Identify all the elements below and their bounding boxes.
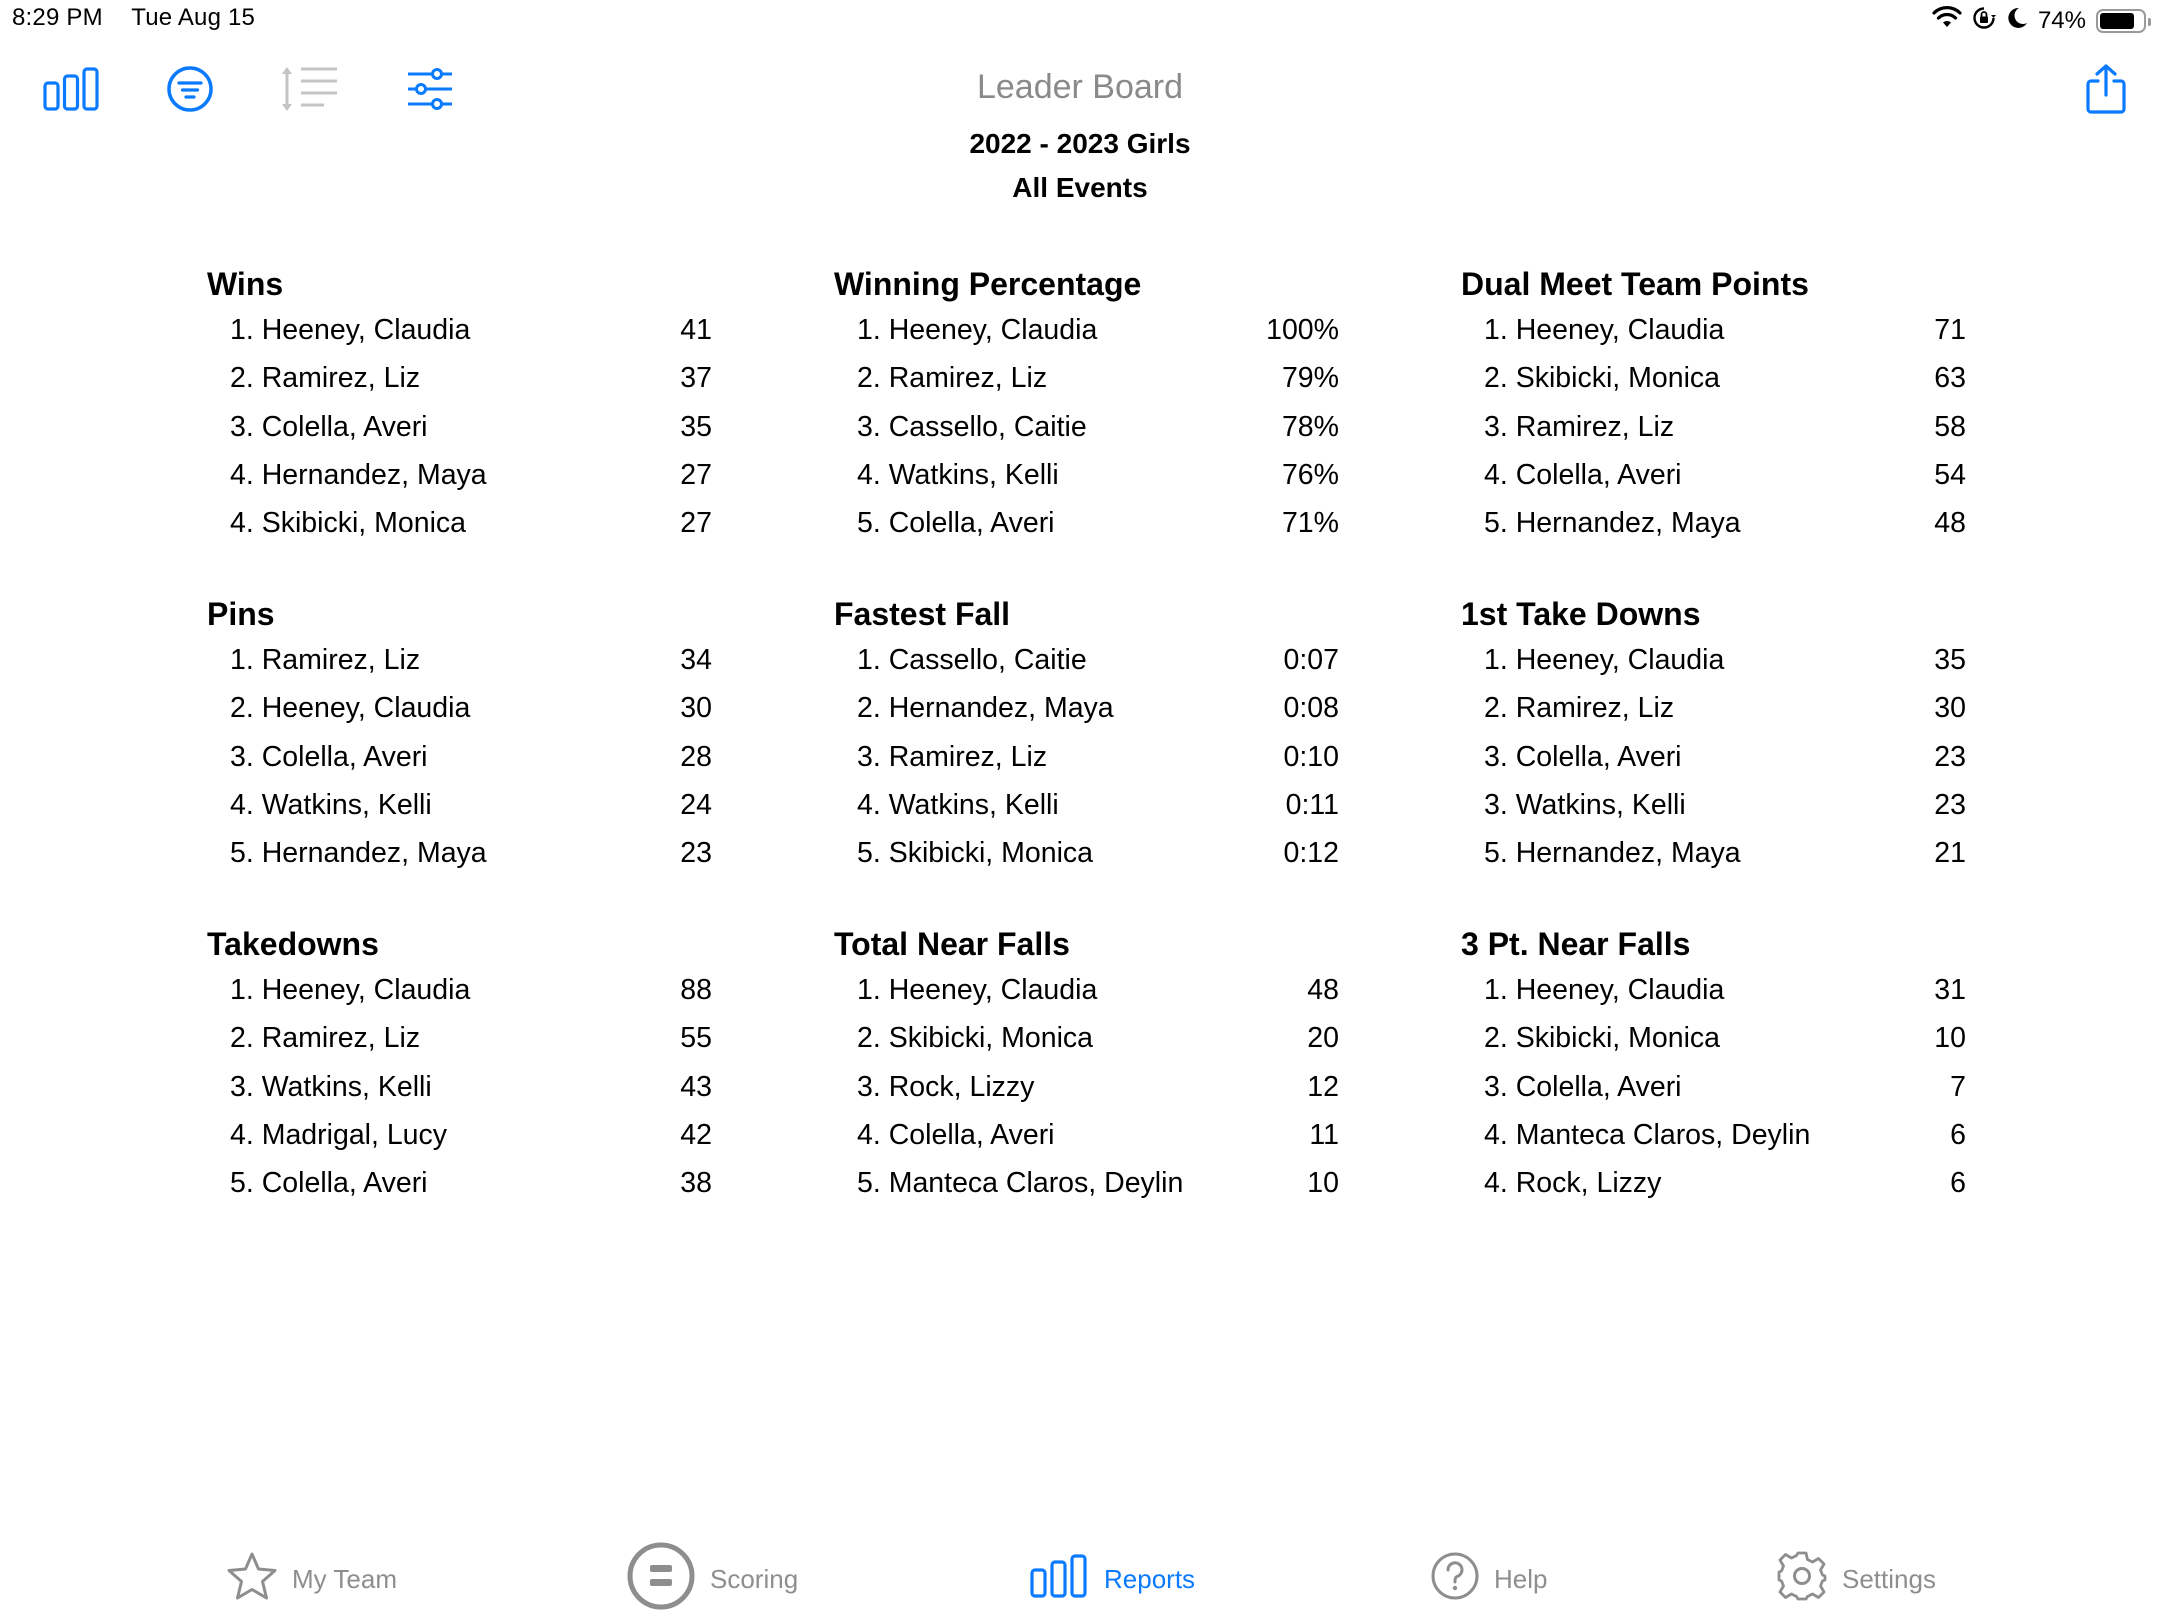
athlete-name: Hernandez, Maya [261,458,487,491]
section-pins [207,592,727,877]
stat-value: 27 [680,458,712,491]
tab-my-team[interactable] [226,1544,397,1614]
athlete-name: Cassello, Caitie [888,410,1087,443]
stat-value: 54 [1934,458,1966,491]
section-title: Dual Meet Team Points [1461,266,1809,302]
stat-value: 38 [680,1167,712,1200]
leader-row: 3. Cassello, Caitie 78% [834,403,1354,451]
stat-value: 23 [680,837,712,870]
section-title: Wins [207,266,284,302]
moon-icon [2006,6,2028,37]
status-date: Tue Aug 15 [131,4,256,31]
section-title: Winning Percentage [834,266,1142,302]
section-1st-take-downs [1461,592,1981,877]
leader-row: 1. Heeney, Claudia 100% [834,306,1354,354]
athlete-name: Colella, Averi [888,507,1055,540]
athlete-name: Manteca Claros, Deylin [1515,1118,1811,1151]
section-winning-percentage [834,262,1354,547]
tab-label: Settings [1842,1563,1936,1594]
athlete-name: Watkins, Kelli [261,788,432,821]
stat-value: 10 [1307,1167,1339,1200]
leader-row: 1. Heeney, Claudia 31 [1461,966,1981,1014]
athlete-name: Madrigal, Lucy [261,1118,448,1151]
stat-value: 35 [1934,644,1966,676]
leader-row: 4. Watkins, Kelli 76% [834,451,1354,499]
leader-row: 2. Ramirez, Liz 37 [207,354,727,402]
stat-value: 0:12 [1283,837,1339,870]
athlete-name: Cassello, Caitie [888,644,1087,676]
leader-row: 4. Rock, Lizzy 6 [1461,1159,1981,1207]
stat-value: 43 [680,1070,712,1103]
athlete-name: Skibicki, Monica [888,837,1094,870]
stat-value: 30 [680,692,712,725]
battery-percent: 74% [2037,7,2086,34]
leader-row: 5. Manteca Claros, Deylin 10 [834,1159,1354,1207]
orientation-lock-icon [1972,6,1996,37]
athlete-name: Skibicki, Monica [1515,1022,1721,1055]
athlete-name: Watkins, Kelli [888,788,1059,821]
stat-value: 88 [680,974,712,1006]
stat-value: 21 [1934,837,1966,870]
status-bar-right [1932,4,2146,38]
leader-row: 1. Heeney, Claudia 35 [1461,636,1981,684]
leader-row: 4. Colella, Averi 11 [834,1111,1354,1159]
tab-label: Reports [1104,1563,1196,1594]
athlete-name: Ramirez, Liz [888,362,1048,395]
stat-value: 100% [1266,314,1339,346]
leader-row: 2. Hernandez, Maya 0:08 [834,684,1354,732]
stat-value: 71 [1934,314,1966,346]
athlete-name: Hernandez, Maya [1515,507,1741,540]
bar-chart-icon [1030,1554,1090,1605]
section-3pt-near-falls [1461,922,1981,1207]
leader-row: 4. Watkins, Kelli 0:11 [834,781,1354,829]
athlete-name: Hernandez, Maya [261,837,487,870]
section-title: 3 Pt. Near Falls [1461,926,1691,962]
athlete-name: Skibicki, Monica [888,1022,1094,1055]
athlete-name: Watkins, Kelli [888,458,1059,491]
status-time: 8:29 PM [12,4,103,31]
stat-value: 48 [1307,974,1339,1006]
stat-value: 78% [1281,410,1339,443]
athlete-name: Ramirez, Liz [261,1022,421,1055]
leader-row: 2. Ramirez, Liz 55 [207,1014,727,1062]
question-circle-icon [1430,1551,1480,1608]
stat-value: 37 [680,362,712,395]
stat-value: 76% [1281,458,1339,491]
section-total-near-falls [834,922,1354,1207]
leader-row: 4. Watkins, Kelli 24 [207,781,727,829]
athlete-name: Ramirez, Liz [1515,692,1675,725]
leader-row: 1. Ramirez, Liz 34 [207,636,727,684]
section-dual-meet-team-points [1461,262,1981,547]
leader-row: 4. Skibicki, Monica 27 [207,499,727,547]
athlete-name: Heeney, Claudia [888,974,1098,1006]
stat-value: 48 [1934,507,1966,540]
athlete-name: Ramirez, Liz [1515,410,1675,443]
leader-row: 3. Ramirez, Liz 58 [1461,403,1981,451]
athlete-name: Heeney, Claudia [261,692,471,725]
athlete-name: Heeney, Claudia [261,314,471,346]
athlete-name: Heeney, Claudia [1515,974,1725,1006]
battery-icon [2096,9,2146,33]
wifi-icon [1932,6,1962,37]
tab-label: Scoring [710,1563,799,1594]
athlete-name: Rock, Lizzy [888,1070,1035,1103]
stat-value: 23 [1934,740,1966,773]
tab-settings[interactable] [1776,1544,1936,1614]
leader-row: 2. Ramirez, Liz 79% [834,354,1354,402]
section-title: Pins [207,596,275,632]
stat-value: 42 [680,1118,712,1151]
star-icon [226,1551,278,1608]
event-scope-label: All Events [1012,172,1148,203]
leader-row: 5. Hernandez, Maya 23 [207,829,727,877]
athlete-name: Heeney, Claudia [261,974,471,1006]
leader-row: 1. Heeney, Claudia 41 [207,306,727,354]
leader-row: 1. Cassello, Caitie 0:07 [834,636,1354,684]
athlete-name: Heeney, Claudia [1515,644,1725,676]
stat-value: 6 [1950,1118,1966,1151]
stat-value: 35 [680,410,712,443]
stat-value: 0:07 [1283,644,1339,676]
leader-row: 3. Colella, Averi 23 [1461,733,1981,781]
tab-reports[interactable] [1030,1544,1195,1614]
leader-row: 5. Skibicki, Monica 0:12 [834,829,1354,877]
section-fastest-fall [834,592,1354,877]
leader-row: 5. Colella, Averi 38 [207,1159,727,1207]
athlete-name: Colella, Averi [261,1167,428,1200]
leader-row: 2. Ramirez, Liz 30 [1461,684,1981,732]
leader-row: 4. Colella, Averi 54 [1461,451,1981,499]
section-title: Fastest Fall [834,596,1011,632]
leader-row: 4. Madrigal, Lucy 42 [207,1111,727,1159]
athlete-name: Manteca Claros, Deylin [888,1167,1184,1200]
athlete-name: Colella, Averi [1515,740,1682,773]
leader-row: 3. Watkins, Kelli 43 [207,1063,727,1111]
tab-label: My Team [292,1563,397,1594]
leader-row: 5. Hernandez, Maya 21 [1461,829,1981,877]
athlete-name: Colella, Averi [261,410,428,443]
athlete-name: Rock, Lizzy [1515,1167,1662,1200]
stat-value: 0:08 [1283,692,1339,725]
leader-row: 4. Hernandez, Maya 27 [207,451,727,499]
leader-row: 4. Manteca Claros, Deylin 6 [1461,1111,1981,1159]
leader-row: 3. Colella, Averi 28 [207,733,727,781]
stat-value: 12 [1307,1070,1339,1103]
page-title: Leader Board [976,68,1184,106]
stat-value: 27 [680,507,712,540]
status-bar-left [12,4,277,32]
tab-help[interactable] [1430,1544,1547,1614]
section-wins [207,262,727,547]
gear-icon [1776,1550,1828,1609]
stat-value: 7 [1950,1070,1966,1103]
season-label: 2022 - 2023 Girls [969,128,1191,159]
athlete-name: Colella, Averi [1515,458,1682,491]
athlete-name: Colella, Averi [1515,1070,1682,1103]
leader-row: 2. Heeney, Claudia 30 [207,684,727,732]
stat-value: 34 [680,644,712,676]
leader-row: 1. Heeney, Claudia 71 [1461,306,1981,354]
athlete-name: Hernandez, Maya [1515,837,1741,870]
athlete-name: Heeney, Claudia [888,314,1098,346]
stat-value: 28 [680,740,712,773]
leader-row: 3. Colella, Averi 7 [1461,1063,1981,1111]
stat-value: 79% [1281,362,1339,395]
scoring-circle-icon [626,1541,696,1618]
athlete-name: Ramirez, Liz [261,644,421,676]
stat-value: 23 [1934,788,1966,821]
tab-scoring[interactable] [626,1544,798,1614]
athlete-name: Skibicki, Monica [1515,362,1721,395]
stat-value: 63 [1934,362,1966,395]
leader-row: 3. Colella, Averi 35 [207,403,727,451]
leader-row: 1. Heeney, Claudia 48 [834,966,1354,1014]
leader-row: 2. Skibicki, Monica 10 [1461,1014,1981,1062]
athlete-name: Colella, Averi [888,1118,1055,1151]
stat-value: 31 [1934,974,1966,1006]
section-title: Takedowns [207,926,379,962]
stat-value: 24 [680,788,712,821]
stat-value: 0:10 [1283,740,1339,773]
leader-row: 5. Hernandez, Maya 48 [1461,499,1981,547]
section-takedowns [207,922,727,1207]
leader-row: 3. Ramirez, Liz 0:10 [834,733,1354,781]
stat-value: 0:11 [1285,788,1339,821]
stat-value: 11 [1309,1118,1339,1151]
leader-row: 3. Rock, Lizzy 12 [834,1063,1354,1111]
stat-value: 20 [1307,1022,1339,1055]
leader-row: 2. Skibicki, Monica 63 [1461,354,1981,402]
stat-value: 6 [1950,1167,1966,1200]
stat-value: 30 [1934,692,1966,725]
athlete-name: Heeney, Claudia [1515,314,1725,346]
stat-value: 10 [1934,1022,1966,1055]
stat-value: 55 [680,1022,712,1055]
tab-label: Help [1494,1563,1548,1594]
leader-row: 5. Colella, Averi 71% [834,499,1354,547]
athlete-name: Ramirez, Liz [261,362,421,395]
leader-row: 1. Heeney, Claudia 88 [207,966,727,1014]
section-title: Total Near Falls [834,926,1070,962]
athlete-name: Skibicki, Monica [261,507,467,540]
stat-value: 71% [1281,507,1339,540]
athlete-name: Ramirez, Liz [888,740,1048,773]
stat-value: 58 [1934,410,1966,443]
athlete-name: Watkins, Kelli [1515,788,1686,821]
athlete-name: Colella, Averi [261,740,428,773]
leader-row: 3. Watkins, Kelli 23 [1461,781,1981,829]
leader-row: 2. Skibicki, Monica 20 [834,1014,1354,1062]
stat-value: 41 [680,314,712,346]
athlete-name: Hernandez, Maya [888,692,1114,725]
section-title: 1st Take Downs [1461,596,1701,632]
athlete-name: Watkins, Kelli [261,1070,432,1103]
